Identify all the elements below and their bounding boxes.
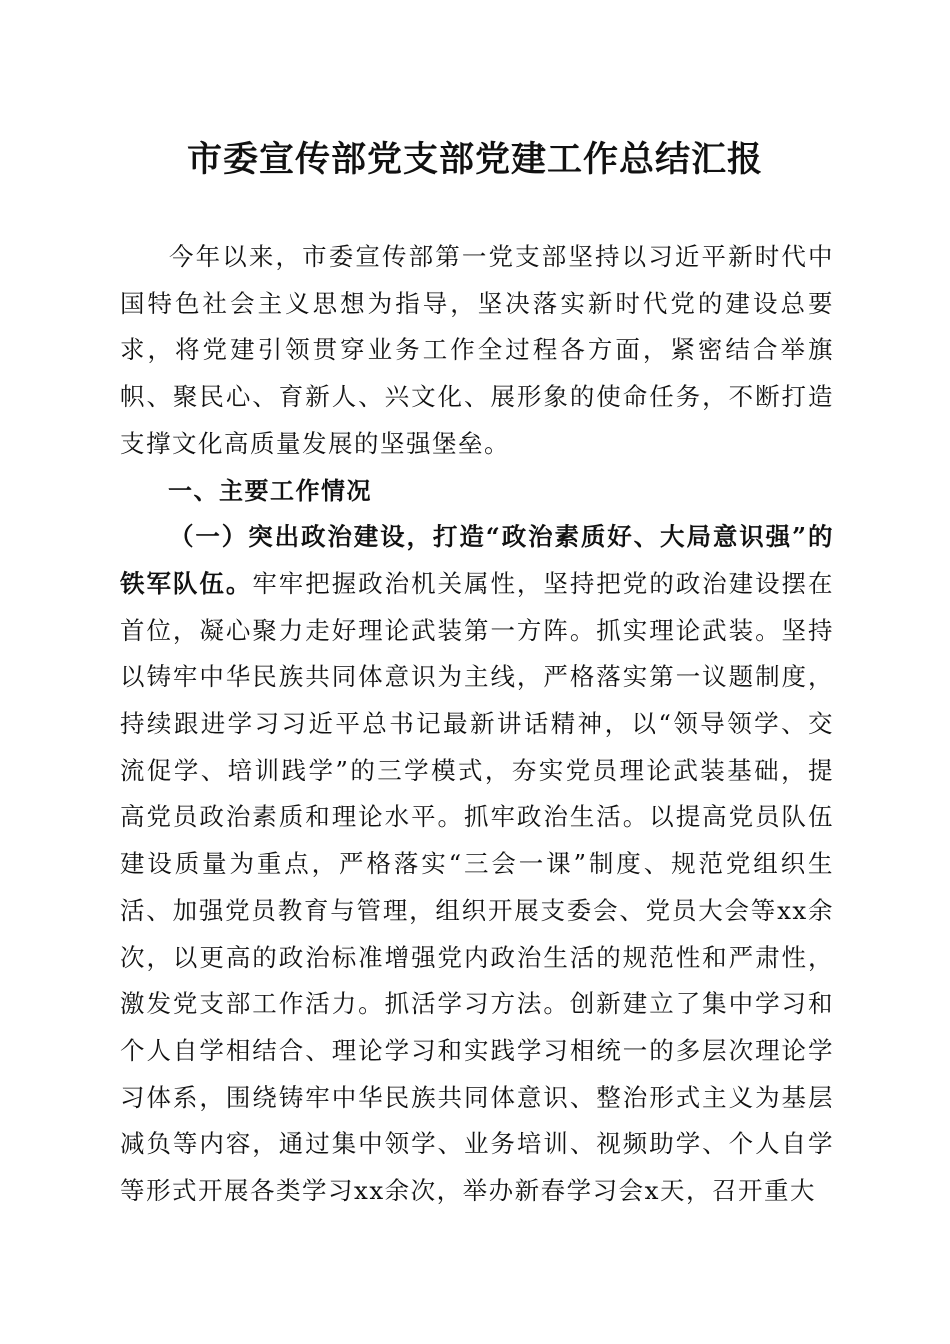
section-1-item-1-paragraph bbox=[120, 514, 834, 1215]
intro-paragraph: 今年以来，市委宣传部第一党支部坚持以习近平新时代中国特色社会主义思想为指导，坚决落实新时代党的建设总要求，将党建引领贯穿业务工作全过程各方面，紧密结合举旗帜、聚民心、育新人、兴文化、展形象的使命任务，不断打造支撑文化高质量发展的坚强堡垒。 bbox=[120, 242, 834, 458]
section-heading-main-work: 一、主要工作情况 bbox=[168, 476, 372, 505]
document-title: 市委宣传部党支部党建工作总结汇报 bbox=[186, 139, 763, 180]
item-1-heading: （一）突出政治建设，打造“政治素质好、大局意识强”的铁军队伍。 bbox=[120, 522, 834, 598]
document-body bbox=[120, 234, 834, 1215]
item-1-body: 牢牢把握政治机关属性，坚持把党的政治建设摆在首位，凝心聚力走好理论武装第一方阵。抓实理论武装。坚持以铸牢中华民族共同体意识为主线，严格落实第一议题制度，持续跟进学习习近平总书记最新讲话精神，以“领导领学、交流促学、培训践学”的三学模式，夯实党员理论武装基础，提高党员政治素质和理论水平。抓牢政治生活。以提高党员队伍建设质量为重点，严格落实“三会一课”制度、规范党组织生活、加强党员教育与管理，组织开展支委会、党员大会等xx余次，以更高的政治标准增强党内政治生活的规范性和严肃性，激发党支部工作活力。抓活学习方法。创新建立了集中学习和个人自学相结合、理论学习和实践学习相统一的多层次理论学习体系，围绕铸牢中华民族共同体意识、整治形式主义为基层减负等内容，通过集中领学、业务培训、视频助学、个人自学等形式开展各类学习xx余次，举办新春学习会x天，召开重大 bbox=[120, 568, 835, 1206]
